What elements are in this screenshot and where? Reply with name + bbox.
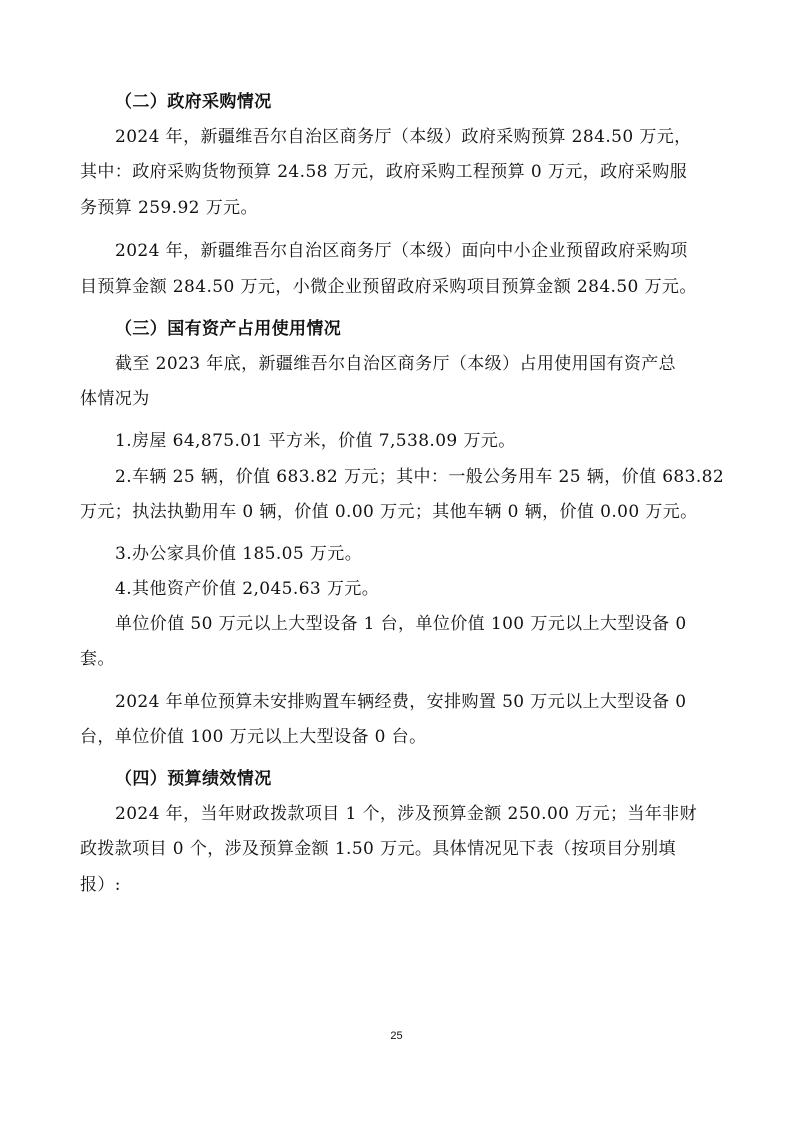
- paragraph-line: 报）:: [80, 875, 121, 895]
- section-heading-budget-performance: （四）预算绩效情况: [115, 769, 272, 789]
- paragraph-line: 政拨款项目 0 个，涉及预算金额 1.50 万元。具体情况见下表（按项目分别填: [80, 839, 676, 859]
- paragraph-line: 单位价值 50 万元以上大型设备 1 台，单位价值 100 万元以上大型设备 0: [115, 614, 687, 634]
- paragraph-line: 其中：政府采购货物预算 24.58 万元，政府采购工程预算 0 万元，政府采购服: [80, 162, 688, 182]
- paragraph-line: 务预算 259.92 万元。: [80, 198, 258, 218]
- section-heading-state-assets: （三）国有资产占用使用情况: [115, 319, 342, 339]
- paragraph-line: 2024 年单位预算未安排购置车辆经费，安排购置 50 万元以上大型设备 0: [115, 692, 687, 712]
- paragraph-line: 万元；执法执勤用车 0 辆，价值 0.00 万元；其他车辆 0 辆，价值 0.00 万元。: [80, 502, 698, 522]
- list-item-vehicles: 2.车辆 25 辆，价值 683.82 万元；其中：一般公务用车 25 辆，价值 683.82: [115, 467, 725, 487]
- paragraph-line: 台，单位价值 100 万元以上大型设备 0 台。: [80, 727, 427, 747]
- paragraph-line: 截至 2023 年底，新疆维吾尔自治区商务厅（本级）占用使用国有资产总: [115, 354, 677, 374]
- paragraph-line: 套。: [80, 649, 115, 669]
- list-item-housing: 1.房屋 64,875.01 平方米，价值 7,538.09 万元。: [115, 431, 516, 451]
- list-item-other-assets: 4.其他资产价值 2,045.63 万元。: [115, 579, 380, 599]
- section-heading-government-procurement: （二）政府采购情况: [115, 92, 272, 112]
- paragraph-line: 目预算金额 284.50 万元，小微企业预留政府采购项目预算金额 284.50 万元。: [80, 277, 697, 297]
- paragraph-line: 2024 年，新疆维吾尔自治区商务厅（本级）面向中小企业预留政府采购项: [115, 241, 688, 261]
- paragraph-line: 2024 年，新疆维吾尔自治区商务厅（本级）政府采购预算 284.50 万元，: [115, 127, 692, 147]
- list-item-furniture: 3.办公家具价值 185.05 万元。: [115, 544, 363, 564]
- page-number: 25: [390, 1030, 403, 1042]
- paragraph-line: 体情况为: [80, 389, 150, 409]
- paragraph-line: 2024 年，当年财政拨款项目 1 个，涉及预算金额 250.00 万元；当年非财: [115, 804, 697, 824]
